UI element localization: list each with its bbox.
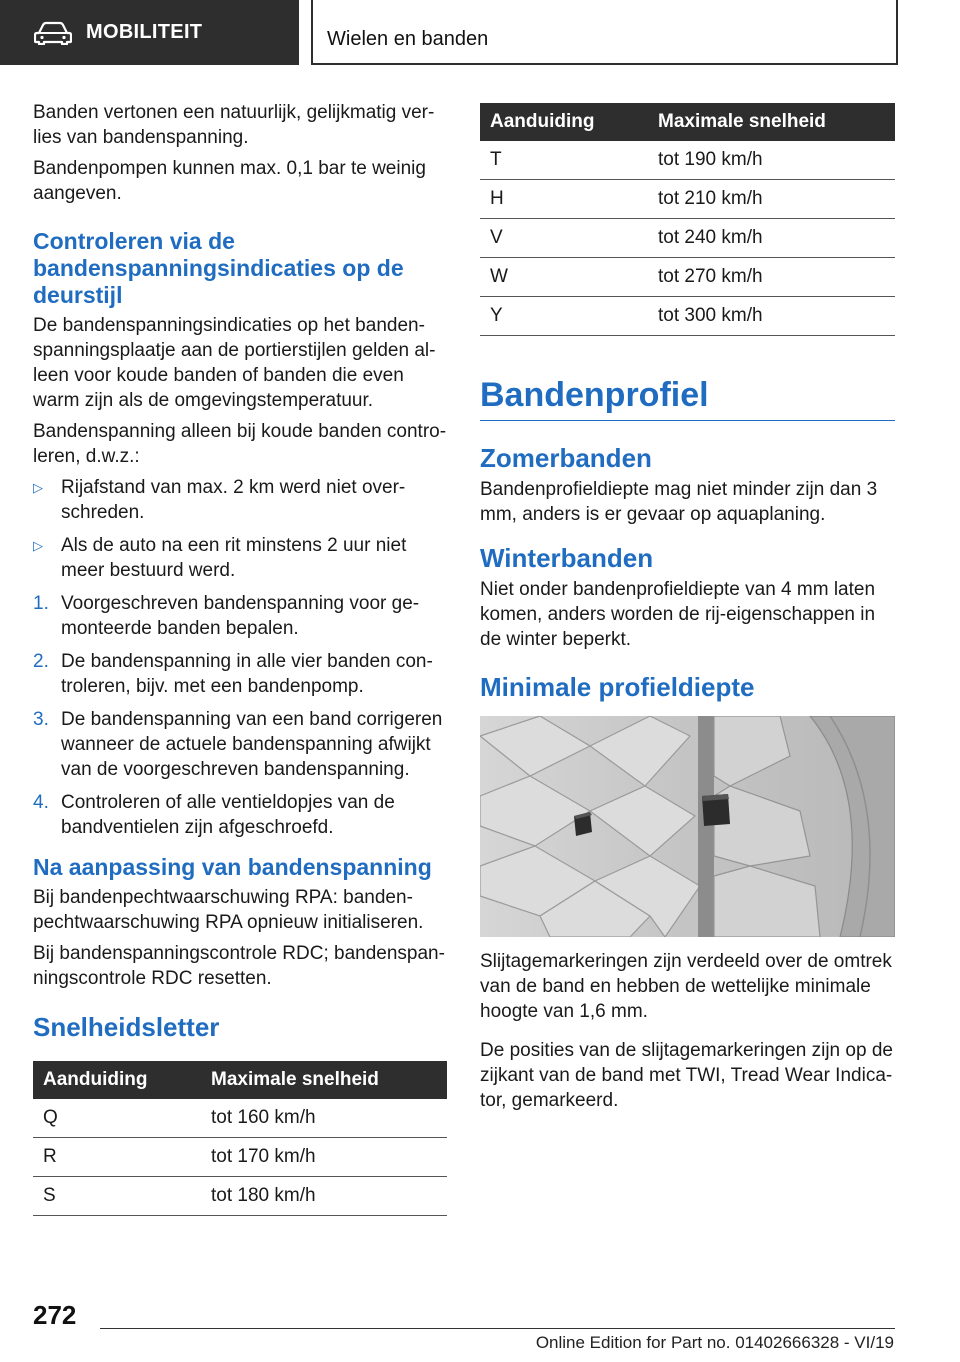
speed-table-part1 <box>33 1061 447 1216</box>
table-cell: tot 240 km/h <box>648 219 895 258</box>
column-header: Maximale snelheid <box>201 1061 447 1099</box>
table-cell: tot 180 km/h <box>201 1177 447 1216</box>
list-item <box>33 533 447 583</box>
table-cell: Y <box>480 297 648 336</box>
column-header: Maximale snelheid <box>648 103 895 141</box>
tread-profile-heading: Bandenprofiel <box>480 374 895 421</box>
table-row <box>480 219 895 258</box>
table-cell: tot 210 km/h <box>648 180 895 219</box>
table-cell: tot 190 km/h <box>648 141 895 180</box>
list-item <box>33 790 447 840</box>
wear-marker-paragraph: Slijtagemarkeringen zijn verdeeld over de omtrek van de band en hebben de wettelijke minimale hoogte van 1,6 mm. <box>480 951 892 1022</box>
table-cell: S <box>33 1177 201 1216</box>
tire-wear-indicator-illustration <box>480 716 895 937</box>
check-heading: Controleren via de bandenspanningsindicaties op de deurstijl <box>33 228 404 308</box>
speed-table-part2 <box>480 103 895 336</box>
intro-paragraph: Banden vertonen een natuurlijk, gelijkmatig verlies van bandenspanning. <box>33 102 435 148</box>
right-column <box>480 103 895 1119</box>
triangle-bullet-icon: ▷ <box>33 480 43 495</box>
summer-tires-heading: Zomerbanden <box>480 443 652 473</box>
edition-footer: Online Edition for Part no. 01402666328 - VI/19 <box>535 1333 894 1352</box>
step-number: 4. <box>33 792 49 813</box>
list-item-text: De bandenspanning in alle vier banden controleren, bijv. met een bandenpomp. <box>61 651 433 697</box>
speed-letter-heading: Snelheidsletter <box>33 1012 220 1042</box>
after-adjust-paragraph: Bij bandenpechtwaarschuwing RPA: bandenpechtwaarschuwing RPA opnieuw initialiseren. <box>33 887 424 933</box>
table-header-row <box>33 1061 447 1099</box>
list-item-text: Voorgeschreven bandenspanning voor gemonteerde banden bepalen. <box>61 593 420 639</box>
table-cell: T <box>480 141 648 180</box>
table-cell: tot 170 km/h <box>201 1138 447 1177</box>
after-adjust-paragraph: Bij bandenspanningscontrole RDC; bandenspanningscontrole RDC resetten. <box>33 943 445 989</box>
car-icon <box>34 21 72 45</box>
wear-marker-paragraph: De posities van de slijtagemarkeringen zijn op de zijkant van de band met TWI, Tread Wear Indicator, gemarkeerd. <box>480 1040 893 1111</box>
table-cell: W <box>480 258 648 297</box>
table-row <box>33 1177 447 1216</box>
table-row <box>33 1099 447 1138</box>
table-cell: tot 270 km/h <box>648 258 895 297</box>
triangle-bullet-icon: ▷ <box>33 538 43 553</box>
table-cell: V <box>480 219 648 258</box>
section-label: MOBILITEIT <box>86 21 203 43</box>
min-tread-heading: Minimale profieldiepte <box>480 672 755 702</box>
left-column <box>33 100 447 1216</box>
list-item-text: Als de auto na een rit minstens 2 uur niet meer bestuurd werd. <box>61 535 407 581</box>
chapter-header <box>311 0 898 65</box>
footer-divider <box>100 1328 895 1329</box>
table-cell: H <box>480 180 648 219</box>
table-row <box>480 141 895 180</box>
section-tab <box>0 0 299 65</box>
table-header-row <box>480 103 895 141</box>
page-number: 272 <box>33 1300 77 1330</box>
intro-paragraph: Bandenpompen kunnen max. 0,1 bar te weinig aangeven. <box>33 158 426 204</box>
table-cell: Q <box>33 1099 201 1138</box>
list-item <box>33 591 447 641</box>
table-row <box>480 180 895 219</box>
list-item-text: Rijafstand van max. 2 km werd niet overschreden. <box>61 477 406 523</box>
step-number: 2. <box>33 651 49 672</box>
step-number: 1. <box>33 593 49 614</box>
column-header: Aanduiding <box>480 103 648 141</box>
list-item <box>33 649 447 699</box>
table-cell: tot 300 km/h <box>648 297 895 336</box>
table-row <box>480 258 895 297</box>
column-header: Aanduiding <box>33 1061 201 1099</box>
chapter-title: Wielen en banden <box>327 28 489 50</box>
list-item-text: De bandenspanning van een band corrigeren wanneer de actuele bandenspanning afwijkt van de voorgeschreven bandenspanning. <box>61 709 443 780</box>
table-cell: R <box>33 1138 201 1177</box>
list-item-text: Controleren of alle ventieldopjes van de bandventielen zijn afgeschroefd. <box>61 792 395 838</box>
step-number: 3. <box>33 709 49 730</box>
summer-tires-text: Bandenprofieldiepte mag niet minder zijn dan 3 mm, anders is er gevaar op aquaplaning. <box>480 479 878 525</box>
table-row <box>33 1138 447 1177</box>
list-item <box>33 475 447 525</box>
list-item <box>33 707 447 782</box>
winter-tires-heading: Winterbanden <box>480 543 654 573</box>
check-paragraph: Bandenspanning alleen bij koude banden controleren, d.w.z.: <box>33 421 447 467</box>
table-row <box>480 297 895 336</box>
table-cell: tot 160 km/h <box>201 1099 447 1138</box>
condition-list <box>33 475 447 840</box>
check-paragraph: De bandenspanningsindicaties op het bandenspanningsplaatje aan de portierstijlen gelden alleen voor koude banden of banden die even warm zijn als de omgevingstemperatuur. <box>33 315 436 411</box>
winter-tires-text: Niet onder bandenprofieldiepte van 4 mm laten komen, anders worden de rij-eigenschappen in de winter beperkt. <box>480 579 876 650</box>
after-adjust-heading: Na aanpassing van bandenspanning <box>33 854 432 880</box>
